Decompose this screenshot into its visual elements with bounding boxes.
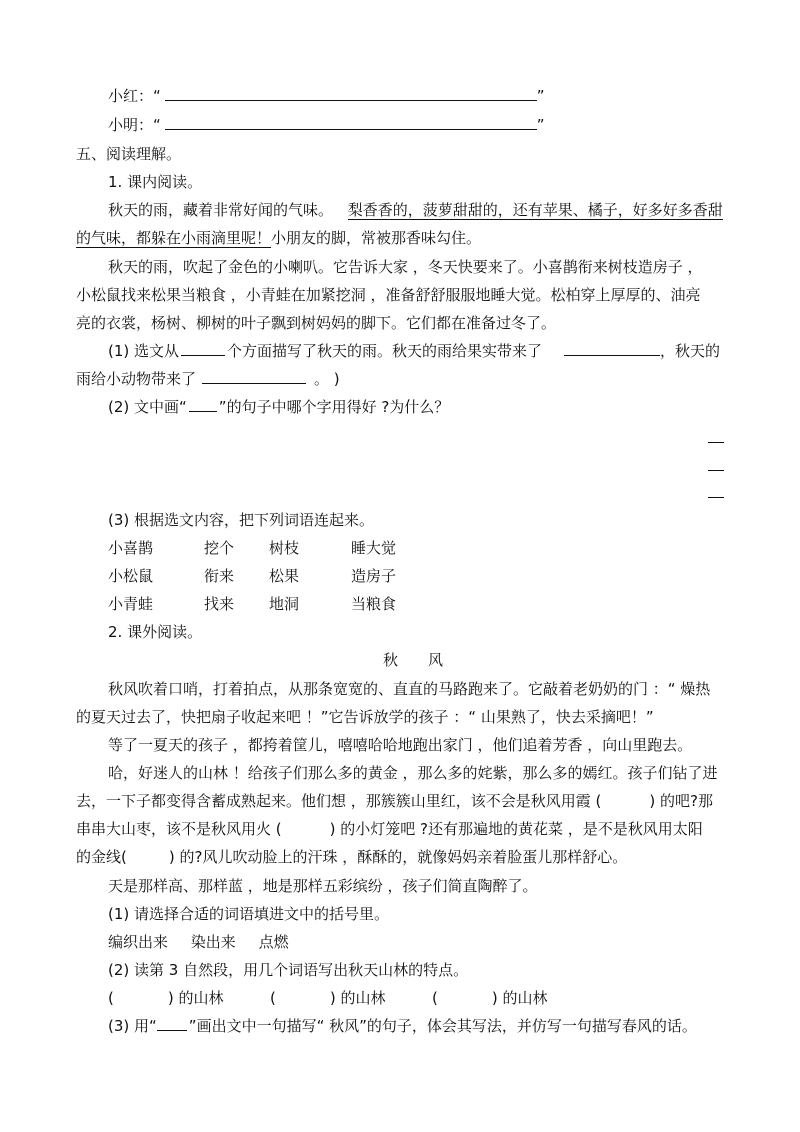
q1-blank-fruit[interactable] bbox=[564, 341, 660, 356]
match-item[interactable]: 小青蛙 bbox=[108, 595, 154, 613]
forest-suffix: ) 的山林 bbox=[491, 989, 548, 1007]
part1-title: 1. 课内阅读。 bbox=[108, 173, 203, 191]
story-line: 等了一夏天的孩子 ，都挎着筐儿，嘻嘻哈哈地跑出家门 ，他们追着芳香 ，向山里跑去。 bbox=[108, 736, 693, 754]
forest-fill-3 bbox=[432, 988, 547, 1008]
match-item[interactable]: 地洞 bbox=[269, 595, 300, 613]
story-title: 秋 风 bbox=[383, 651, 444, 669]
story-line bbox=[76, 847, 627, 867]
q2-text: (2) 文中画“ bbox=[108, 398, 187, 416]
answer-line[interactable] bbox=[708, 442, 724, 443]
q2-text: ”的句子中哪个字用得好 ?为什么？ bbox=[218, 398, 450, 416]
match-item[interactable]: 衔来 bbox=[204, 567, 235, 585]
sq3-mark-blank bbox=[157, 1016, 187, 1031]
match-item[interactable]: 找来 bbox=[204, 595, 235, 613]
passage1-text-end: 小朋友的脚，常被那香味勾住。 bbox=[271, 229, 482, 247]
match-item[interactable]: 挖个 bbox=[204, 539, 235, 557]
passage1-line2 bbox=[76, 228, 481, 248]
xiaohong-answer-blank[interactable] bbox=[165, 86, 537, 101]
story-text: ) 的吧?那 bbox=[649, 792, 713, 810]
story-text: ) 的小灯笼吧 ?还有那遍地的黄花菜 ，是不是秋风用太阳 bbox=[329, 820, 703, 838]
word-choices bbox=[108, 932, 289, 952]
dialogue-xiaohong bbox=[108, 86, 545, 106]
match-item[interactable]: 松果 bbox=[269, 567, 300, 585]
passage2-line2: 小松鼠找来松果当粮食 ，小青蛙在加紧挖洞 ，准备舒舒服服地睡大觉。松柏穿上厚厚的、油亮 bbox=[76, 286, 701, 304]
story-text: 串串大山枣，该不是秋风用火 ( bbox=[76, 820, 282, 838]
answer-line[interactable] bbox=[708, 470, 724, 471]
paren-open: ( bbox=[108, 989, 114, 1007]
q1-text: 雨给小动物带来了 bbox=[76, 370, 197, 388]
question-1-cont bbox=[76, 369, 340, 389]
q1-text: (1) 选文从 bbox=[108, 342, 180, 360]
story-line: 哈，好迷人的山林 ！给孩子们那么多的黄金 ，那么多的姹紫，那么多的嫣红。孩子们钻了进 bbox=[108, 764, 718, 782]
match-item[interactable]: 小松鼠 bbox=[108, 567, 154, 585]
xiaoming-label: 小明：“ bbox=[108, 116, 161, 134]
story-line bbox=[76, 819, 703, 839]
story-line: 的夏天过去了，快把扇子收起来吧 ！”它告诉放学的孩子 ：“ 山果熟了，快去采摘吧！” bbox=[76, 708, 654, 726]
xiaoming-answer-blank[interactable] bbox=[165, 115, 537, 130]
part2-title: 2. 课外阅读。 bbox=[108, 623, 203, 641]
q1-text: 。 ) bbox=[314, 370, 340, 388]
q1-text: ，秋天的 bbox=[660, 342, 721, 360]
underlined-sentence-end: 的气味，都躲在小雨滴里呢！ bbox=[76, 229, 272, 247]
story-line bbox=[76, 791, 713, 811]
match-item[interactable]: 树枝 bbox=[269, 539, 300, 557]
xiaohong-label: 小红：“ bbox=[108, 87, 161, 105]
answer-line[interactable] bbox=[708, 497, 724, 498]
close-quote: ” bbox=[536, 116, 545, 134]
story-line: 天是那样高、那样蓝 ，地是那样五彩缤纷 ，孩子们简直陶醉了。 bbox=[108, 877, 538, 895]
word-choice: 染出来 bbox=[190, 933, 236, 951]
q1-blank-animals[interactable] bbox=[202, 369, 306, 384]
passage2-line1: 秋天的雨，吹起了金色的小喇叭。它告诉大家 ，冬天快要来了。小喜鹊衔来树枝造房子 ， bbox=[108, 258, 703, 276]
sub-question-1: (1) 请选择合适的词语填进文中的括号里。 bbox=[108, 905, 390, 923]
match-item[interactable]: 睡大觉 bbox=[351, 539, 397, 557]
sub-question-2: (2) 读第 3 自然段，用几个词语写出秋天山林的特点。 bbox=[108, 961, 469, 979]
story-text: ) 的?风儿吹动脸上的汗珠 ，酥酥的，就像妈妈亲着脸蛋儿那样舒心。 bbox=[168, 848, 628, 866]
question-2 bbox=[108, 397, 449, 417]
q2-mark-blank bbox=[189, 397, 217, 412]
story-text: 的金线( bbox=[76, 848, 127, 866]
word-choice: 编织出来 bbox=[108, 933, 169, 951]
forest-fill-1 bbox=[108, 988, 223, 1008]
match-item[interactable]: 当粮食 bbox=[351, 595, 397, 613]
match-item[interactable]: 造房子 bbox=[351, 567, 397, 585]
close-quote: ” bbox=[536, 87, 545, 105]
section-title: 五、阅读理解。 bbox=[76, 145, 182, 163]
story-text: 去，一下子都变得含蓄成熟起来。他们想 ，那簇簇山里红，该不会是秋风用霞 ( bbox=[76, 792, 602, 810]
match-item[interactable]: 小喜鹊 bbox=[108, 539, 154, 557]
passage2-line3: 亮的衣裳，杨树、柳树的叶子飘到树妈妈的脚下。它们都在准备过冬了。 bbox=[76, 314, 557, 332]
underlined-sentence: 梨香香的，菠萝甜甜的，还有苹果、橘子，好多好多香甜 bbox=[347, 201, 723, 219]
story-line: 秋风吹着口哨，打着拍点，从那条宽宽的、直直的马路跑来了。它敲着老奶奶的门 ：“ 燥热 bbox=[108, 680, 711, 698]
forest-fill-2 bbox=[270, 988, 385, 1008]
forest-suffix: ) 的山林 bbox=[329, 989, 386, 1007]
sq3-text: ”画出文中一句描写“ 秋风”的句子，体会其写法，并仿写一句描写春风的话。 bbox=[188, 1017, 697, 1035]
sq3-text: (3) 用“ bbox=[108, 1017, 157, 1035]
passage1-text: 秋天的雨，藏着非常好闻的气味。 bbox=[108, 201, 334, 219]
dialogue-xiaoming bbox=[108, 115, 545, 135]
question-3: (3) 根据选文内容，把下列词语连起来。 bbox=[108, 511, 375, 529]
q1-text: 个方面描写了秋天的雨。秋天的雨给果实带来了 bbox=[227, 342, 543, 360]
passage1-line1 bbox=[108, 200, 723, 220]
q1-blank-count[interactable] bbox=[181, 341, 225, 356]
question-1 bbox=[108, 341, 720, 361]
sub-question-3 bbox=[108, 1016, 697, 1036]
word-choice: 点燃 bbox=[258, 933, 289, 951]
forest-suffix: ) 的山林 bbox=[167, 989, 224, 1007]
paren-open: ( bbox=[432, 989, 438, 1007]
paren-open: ( bbox=[270, 989, 276, 1007]
